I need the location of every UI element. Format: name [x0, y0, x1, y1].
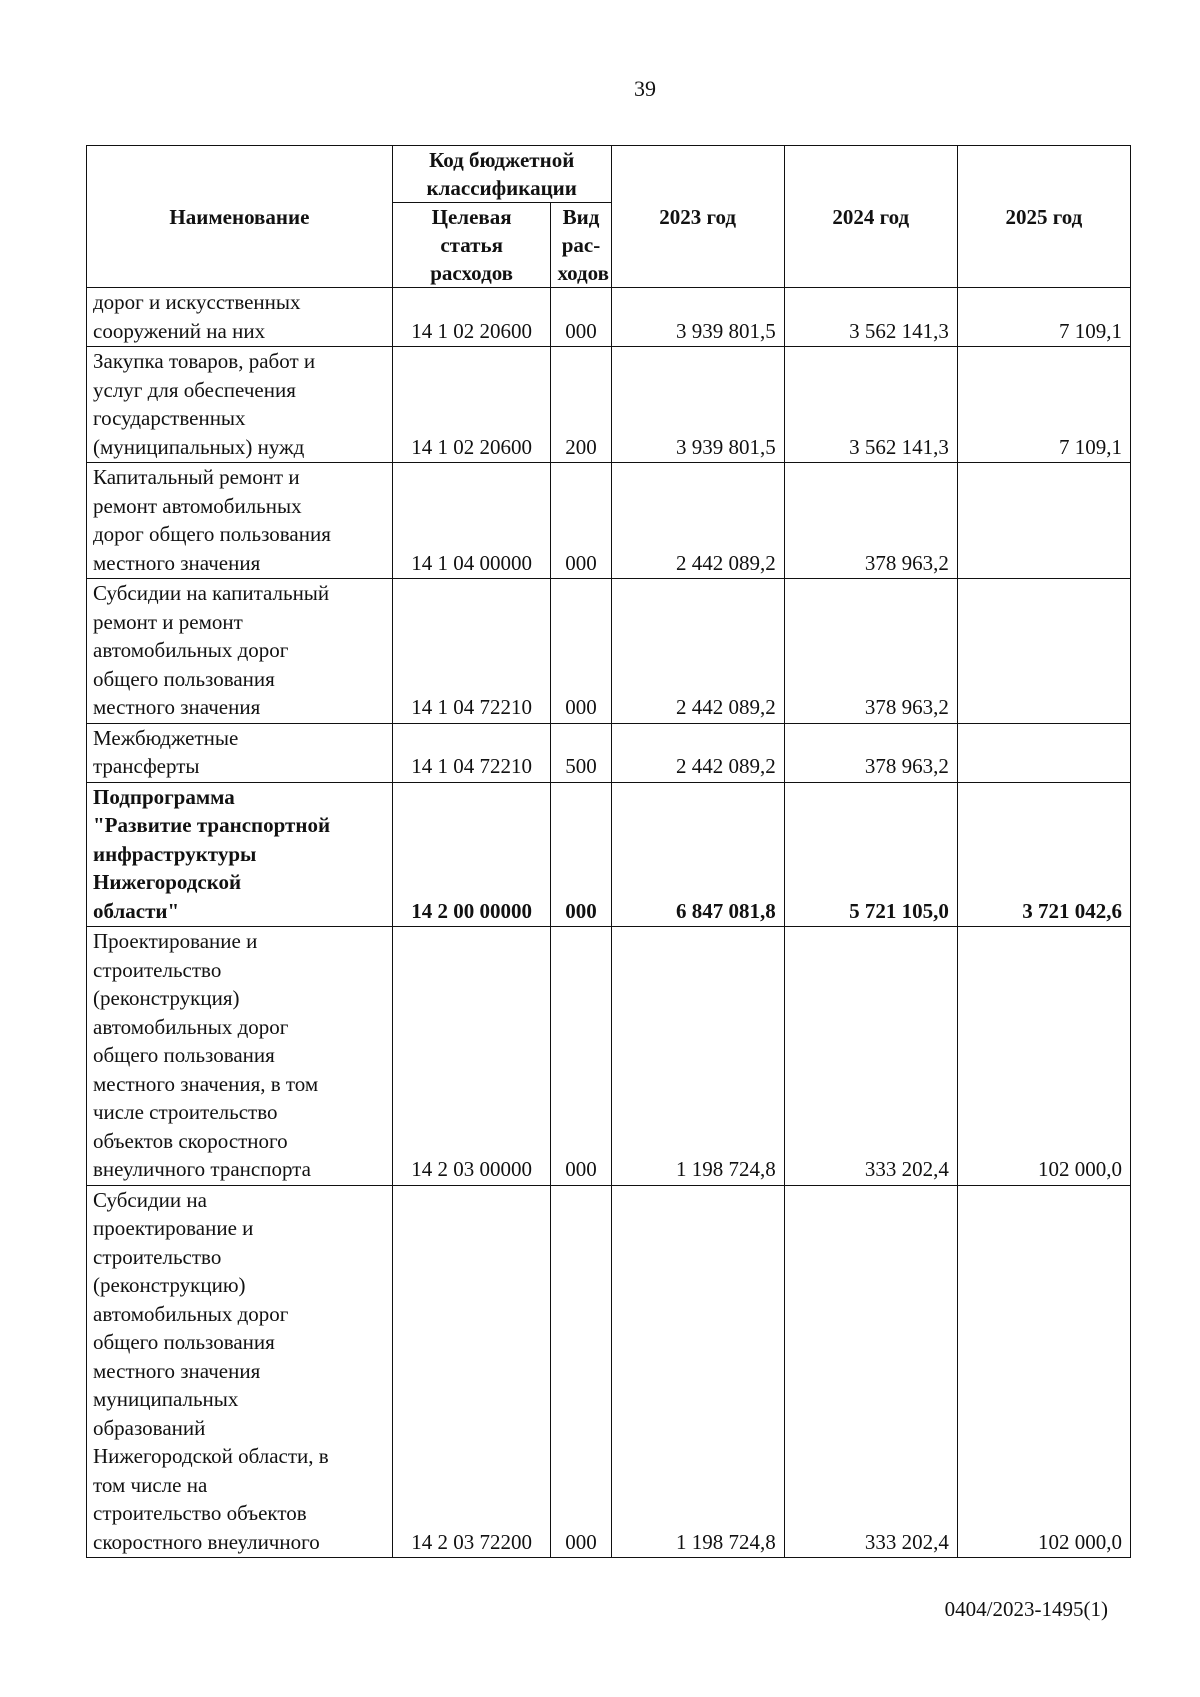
table-row	[87, 723, 1131, 782]
budget-table	[86, 145, 1131, 1558]
row-name: Капитальный ремонт и ремонт автомобильных дорог общего пользования местного значения	[87, 463, 393, 579]
row-value-2024: 3 562 141,3	[784, 288, 957, 347]
row-value-2025	[957, 723, 1130, 782]
row-expense-type: 000	[551, 288, 611, 347]
row-value-2023: 3 939 801,5	[611, 347, 784, 463]
row-target-article: 14 1 04 72210	[392, 723, 551, 782]
row-expense-type: 500	[551, 723, 611, 782]
row-value-2024: 3 562 141,3	[784, 347, 957, 463]
row-value-2024: 378 963,2	[784, 723, 957, 782]
table-row	[87, 288, 1131, 347]
row-value-2025: 7 109,1	[957, 347, 1130, 463]
row-value-2025: 3 721 042,6	[957, 782, 1130, 927]
row-target-article: 14 2 03 72200	[392, 1185, 551, 1558]
row-value-2024: 378 963,2	[784, 463, 957, 579]
row-name: дорог и искусственных сооружений на них	[87, 288, 393, 347]
table-row	[87, 347, 1131, 463]
row-value-2023: 2 442 089,2	[611, 463, 784, 579]
row-value-2023: 1 198 724,8	[611, 927, 784, 1186]
row-value-2025: 7 109,1	[957, 288, 1130, 347]
row-target-article: 14 1 04 00000	[392, 463, 551, 579]
header-year-2023: 2023 год	[611, 146, 784, 288]
row-value-2025: 102 000,0	[957, 927, 1130, 1186]
row-value-2025	[957, 579, 1130, 724]
row-value-2023: 3 939 801,5	[611, 288, 784, 347]
row-expense-type: 000	[551, 1185, 611, 1558]
table-row	[87, 1185, 1131, 1558]
row-value-2024: 333 202,4	[784, 927, 957, 1186]
header-code-group: Код бюджетной классификации	[392, 146, 611, 203]
row-target-article: 14 1 04 72210	[392, 579, 551, 724]
row-target-article: 14 2 03 00000	[392, 927, 551, 1186]
table-body	[87, 288, 1131, 1558]
document-code: 0404/2023-1495(1)	[944, 1597, 1108, 1621]
row-name: Подпрограмма "Развитие транспортной инфраструктуры Нижегородской области"	[87, 782, 393, 927]
row-value-2023: 1 198 724,8	[611, 1185, 784, 1558]
row-expense-type: 000	[551, 782, 611, 927]
table-row	[87, 927, 1131, 1186]
row-target-article: 14 1 02 20600	[392, 288, 551, 347]
header-expense-type: Вид рас- ходов	[551, 203, 611, 288]
header-year-2025: 2025 год	[957, 146, 1130, 288]
row-value-2024: 333 202,4	[784, 1185, 957, 1558]
row-value-2024: 378 963,2	[784, 579, 957, 724]
header-year-2024: 2024 год	[784, 146, 957, 288]
row-expense-type: 000	[551, 927, 611, 1186]
header-target-article: Целевая статья расходов	[392, 203, 551, 288]
row-value-2023: 2 442 089,2	[611, 723, 784, 782]
row-expense-type: 000	[551, 579, 611, 724]
header-name: Наименование	[87, 146, 393, 288]
row-value-2025	[957, 463, 1130, 579]
row-name: Закупка товаров, работ и услуг для обеспечения государственных (муниципальных) нужд	[87, 347, 393, 463]
row-value-2023: 2 442 089,2	[611, 579, 784, 724]
table-row	[87, 463, 1131, 579]
row-name: Межбюджетные трансферты	[87, 723, 393, 782]
row-name: Субсидии на проектирование и строительство (реконструкцию) автомобильных дорог общего пользования местного значения муниципальных образований Нижегородской области, в том числе на строительство объектов скоростного внеуличного	[87, 1185, 393, 1558]
row-value-2023: 6 847 081,8	[611, 782, 784, 927]
table-row	[87, 579, 1131, 724]
row-value-2025: 102 000,0	[957, 1185, 1130, 1558]
row-target-article: 14 2 00 00000	[392, 782, 551, 927]
page-number: 39	[634, 76, 656, 101]
row-name: Субсидии на капитальный ремонт и ремонт автомобильных дорог общего пользования местного значения	[87, 579, 393, 724]
row-target-article: 14 1 02 20600	[392, 347, 551, 463]
table-row	[87, 782, 1131, 927]
row-value-2024: 5 721 105,0	[784, 782, 957, 927]
row-expense-type: 200	[551, 347, 611, 463]
row-expense-type: 000	[551, 463, 611, 579]
row-name: Проектирование и строительство (реконструкция) автомобильных дорог общего пользования местного значения, в том числе строительство объектов скоростного внеуличного транспорта	[87, 927, 393, 1186]
